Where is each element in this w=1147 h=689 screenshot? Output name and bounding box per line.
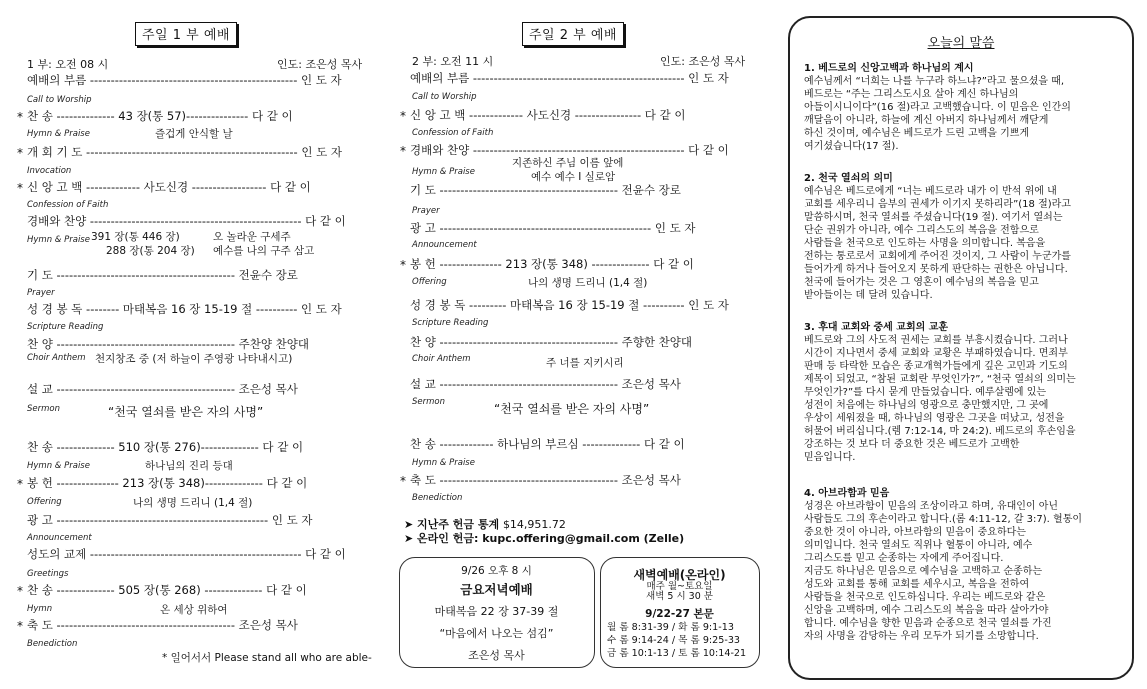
order-item: 신 앙 고 백 ------------- 사도신경 ------------------ 다 같 이 [27,180,311,194]
friday-preacher: 조은성 목사 [468,649,525,662]
order-item-english: Benediction [412,493,463,503]
word-paragraph-line: 성경은 아브라함이 믿음의 조상이라고 하며, 유대인이 아닌 [804,501,1059,512]
order-item-note: “천국 열쇠를 받은 자의 사명” [494,402,650,416]
word-paragraph-line: 교회를 세우리니 음부의 권세가 이기지 못하리라”(18 절)라고 [804,199,1071,210]
dawn-line-3: 금 롬 10:1-13 / 토 롬 10:14-21 [607,648,747,659]
word-paragraph-line: 신앙을 고백하며, 예수 그리스도의 복음을 따라 살아가야 [804,605,1049,616]
col1-footnote: * 일어서서 Please stand all who are able- [162,652,372,664]
order-item: 봉 헌 --------------- 213 장(통 348)-------------- 다 같 이 [27,476,308,490]
order-item: 찬 송 -------------- 505 장(통 268) -------------- 다 같 이 [27,583,307,597]
order-item: 경배와 찬양 --------------------------------------------------- 다 같 이 [410,143,729,157]
word-paragraph-line: 지금도 하나님은 믿음으로 예수님을 고백하고 순종하는 [804,566,1043,577]
order-item: 광 고 --------------------------------------------------- 인 도 자 [410,221,696,235]
word-paragraph-line: 단순 권위가 아니라, 예수 그리스도의 복음을 전함으로 [804,225,1039,236]
col2-time: 2 부: 오전 11 시 [412,55,494,68]
col1-title-box [135,22,237,46]
friday-sermon: “마음에서 나오는 섬김” [439,627,554,640]
order-item: 봉 헌 --------------- 213 장(통 348) -------------- 다 같 이 [410,257,694,271]
required-stand-marker: * [17,181,23,195]
word-paragraph-line: 강조하는 것 보다 더 중요한 것은 베드로가 고백한 [804,439,1020,450]
col1-time: 1 부: 오전 08 시 [27,58,109,71]
order-item-note: 즐겁게 안식할 날 [155,128,233,140]
col1-title: 주일 1 부 예배 [135,22,237,46]
offering-stat-amount: $14,951.72 [502,518,566,531]
word-paragraph-line: 베드로와 그의 사도적 권세는 교회를 부흥시켰습니다. 그러나 [804,335,1068,346]
order-item: 신 앙 고 백 ------------- 사도신경 ---------------- 다 같 이 [410,108,686,122]
todays-word-panel [788,16,1134,680]
word-paragraph-line: 허물어 버리십니다.(렘 7:12-14, 마 24:2). 베드로의 후손임을 [804,426,1076,437]
order-item-english: Greetings [27,569,69,579]
online-offering: ➤ 온라인 헌금: kupc.offering@gmail.com (Zelle) [404,532,685,545]
order-item: 찬 송 -------------- 43 장(통 57)--------------- 다 같 이 [27,109,293,123]
required-stand-marker: * [400,144,406,158]
offering-stat [404,518,566,531]
word-paragraph-line: 믿음입니다. [804,452,856,463]
friday-time: 9/26 오후 8 시 [461,565,532,577]
offering-stat-label: ➤ 지난주 헌금 통계 [404,518,500,531]
order-item-note: 천지창조 중 (저 하늘이 주영광 나타내시고) [95,353,293,365]
order-item: 광 고 --------------------------------------------------- 인 도 자 [27,513,313,527]
order-item: 설 교 ------------------------------------------- 조은성 목사 [27,382,298,396]
order-item-note: 주 너를 지키시리 [546,357,624,369]
required-stand-marker: * [17,146,23,160]
word-section-heading: 1. 베드로의 신앙고백과 하나님의 계시 [804,63,974,74]
order-item-english: Sermon [27,404,60,414]
order-item-english: Invocation [27,166,72,176]
word-paragraph-line: 예수님은 베드로에게 “너는 베드로라 내가 이 반석 위에 내 [804,186,1057,197]
word-paragraph-line: 우상이 세워졌을 때, 하나님의 영광은 그곳을 떠났고, 성전을 [804,413,1065,424]
order-item: 경배와 찬양 --------------------------------------------------- 다 같 이 [27,214,346,228]
word-paragraph-line: 무엇인가?”를 다시 묻게 만들었습니다. 예루살렘에 있는 [804,387,1047,398]
order-item: 찬 송 -------------- 510 장(통 276)-------------- 다 같 이 [27,440,304,454]
order-item-note: 온 세상 위하여 [160,604,228,616]
word-paragraph-line: 예수님께서 “너희는 나를 누구라 하느냐?”라고 물으셨을 때, [804,76,1065,87]
order-item-english: Scripture Reading [27,322,104,332]
order-item-english: Confession of Faith [27,200,109,210]
word-paragraph-line: 자의 사명을 감당하는 우리 모두가 되기를 소망합니다. [804,631,1039,642]
col1-praise-1: 391 장(통 446 장) [91,231,180,243]
order-item-english: Call to Worship [412,92,477,102]
word-paragraph-line: 받아들이는 데 달려 있습니다. [804,290,933,301]
order-item: 예배의 부름 --------------------------------------------------- 인 도 자 [410,71,729,85]
order-item-english: Hymn & Praise [412,167,475,177]
order-item-english: Offering [27,497,62,507]
order-item-english: Benediction [27,639,78,649]
dawn-line-1: 월 롬 8:31-39 / 화 롬 9:1-13 [607,622,734,633]
order-item: 성 경 봉 독 -------- 마태복음 16 장 15-19 절 ---------- 인 도 자 [27,302,342,316]
friday-scripture: 마태복음 22 장 37-39 절 [434,605,559,618]
word-paragraph-line: 시간이 지나면서 중세 교회와 교황은 부패하였습니다. 면죄부 [804,348,1068,359]
dawn-days: 매주 월~토요일 [646,581,713,592]
order-item: 기 도 ------------------------------------------- 전윤수 장로 [410,183,681,197]
order-item-english: Hymn & Praise [27,235,90,245]
word-paragraph-line: 사람들을 천국으로 인도하는 사명을 의미합니다. 복음을 [804,238,1046,249]
col2-praise-1: 지존하신 주님 이름 앞에 [512,157,624,169]
word-paragraph-line: 의미입니다. 천국 열쇠도 직위나 혈통이 아니라, 예수 [804,540,1033,551]
word-section-heading: 3. 후대 교회와 중세 교회의 교훈 [804,322,949,333]
col1-leader: 인도: 조은성 목사 [277,58,363,71]
order-item-note: 나의 생명 드리니 (1,4 절) [528,277,648,289]
word-paragraph-line: 천국에 들어가는 것은 그 영혼이 예수님의 복음을 믿고 [804,277,1039,288]
friday-title: 금요저녁예배 [460,582,533,597]
col2-title: 주일 2 부 예배 [522,22,624,46]
col2-leader: 인도: 조은성 목사 [660,55,746,68]
order-item-english: Call to Worship [27,95,92,105]
order-item-english: Hymn & Praise [27,461,90,471]
order-item-note: “천국 열쇠를 받은 자의 사명” [108,405,264,419]
order-item-note: 하나님의 진리 등대 [145,460,233,472]
order-item: 찬 양 ------------------------------------------- 주찬양 찬양대 [27,337,309,351]
word-paragraph-line: 판매 등 타락한 모습은 종교개혁가들에게 깊은 고민과 기도의 [804,361,1068,372]
order-item: 성도의 교제 --------------------------------------------------- 다 같 이 [27,547,346,561]
col2-praise-2: 예수 예수 I 실로암 [531,171,616,183]
order-item: 축 도 ------------------------------------------- 조은성 목사 [27,618,298,632]
word-section-heading: 4. 아브라함과 믿음 [804,488,890,499]
order-item-english: Scripture Reading [412,318,489,328]
col1-praise-1-title: 오 놀라운 구세주 [213,231,291,243]
order-item-english: Confession of Faith [412,128,494,138]
order-item-english: Hymn [27,604,53,614]
dawn-service-box [600,557,760,668]
word-paragraph-line: 성도와 교회를 통해 교회를 세우시고, 복음을 전하여 [804,579,1030,590]
required-stand-marker: * [17,619,23,633]
required-stand-marker: * [400,109,406,123]
word-paragraph-line: 중요한 것이 아니라, 아브라함의 믿음이 중요하다는 [804,527,1026,538]
order-item-english: Choir Anthem [27,353,86,363]
order-item: 찬 양 ------------------------------------------- 주향한 찬양대 [410,335,692,349]
order-item-english: Announcement [27,533,92,543]
word-paragraph-line: 합니다. 예수님을 향한 믿음과 순종으로 천국 열쇠를 가진 [804,618,1052,629]
order-item-english: Sermon [412,397,445,407]
word-paragraph-line: 아들이시니이다”(16 절)라고 고백했습니다. 이 믿음은 인간의 [804,102,1071,113]
word-paragraph-line: 말씀하시며, 천국 열쇠를 주셨습니다(19 절). 여기서 열쇠는 [804,212,1063,223]
required-stand-marker: * [17,110,23,124]
required-stand-marker: * [17,477,23,491]
required-stand-marker: * [17,584,23,598]
word-paragraph-line: 깨달음이 아니라, 하늘에 계신 아버지 하나님께서 깨닫게 [804,115,1049,126]
word-paragraph-line: 사람들도 그의 후손이라고 합니다.(롬 4:11-12, 갈 3:7). 혈통이 [804,514,1083,525]
order-item: 축 도 ------------------------------------------- 조은성 목사 [410,473,681,487]
col1-praise-2-title: 예수를 나의 구주 삼고 [213,245,315,257]
word-title: 오늘의 말씀 [927,36,995,51]
col1-praise-2: 288 장(통 204 장) [106,245,195,257]
word-paragraph-line: 그리스도를 믿고 순종하는 자에게 주어집니다. [804,553,1004,564]
word-paragraph-line: 사람들을 천국으로 인도하십니다. 우리는 베드로와 같은 [804,592,1046,603]
required-stand-marker: * [400,258,406,272]
order-item-english: Announcement [412,240,477,250]
order-item-english: Prayer [412,206,440,216]
order-item-english: Prayer [27,288,55,298]
order-item: 설 교 ------------------------------------------- 조은성 목사 [410,377,681,391]
word-paragraph-line: 하신 것이며, 예수님은 베드로가 드린 고백을 기쁘게 [804,128,1030,139]
dawn-title: 새벽예배(온라인) [633,568,726,582]
order-item: 성 경 봉 독 --------- 마태복음 16 장 15-19 절 ---------- 인 도 자 [410,298,729,312]
dawn-week: 9/22-27 본문 [645,608,714,620]
order-item: 예배의 부름 -------------------------------------------------- 인 도 자 [27,73,342,87]
col2-title-box [522,22,624,46]
order-item: 기 도 ------------------------------------------- 전윤수 장로 [27,268,298,282]
word-paragraph-line: 들어가게 하거나 들어오지 못하게 판단하는 권한은 아닙니다. [804,264,1068,275]
word-paragraph-line: 베드로는 “주는 그리스도시요 살아 계신 하나님의 [804,89,1019,100]
word-paragraph-line: 여기셨습니다(17 절). [804,141,899,152]
word-section-heading: 2. 천국 열쇠의 의미 [804,173,893,184]
order-item-note: 나의 생명 드리니 (1,4 절) [133,497,253,509]
order-item-english: Hymn & Praise [27,129,90,139]
order-item-english: Hymn & Praise [412,458,475,468]
order-item: 개 회 기 도 --------------------------------------------------- 인 도 자 [27,145,342,159]
order-item-english: Choir Anthem [412,354,471,364]
dawn-time: 새벽 5 시 30 분 [646,591,713,602]
order-item: 찬 송 ------------- 하나님의 부르심 -------------- 다 같 이 [410,437,685,451]
dawn-line-2: 수 롬 9:14-24 / 목 롬 9:25-33 [607,635,741,646]
required-stand-marker: * [400,474,406,488]
word-paragraph-line: 전하는 통로로서 교회에게 주어진 것이지, 그 사람이 누군가를 [804,251,1071,262]
order-item-english: Offering [412,277,447,287]
friday-service-box [399,557,595,668]
word-paragraph-line: 제목이 되었고, “참된 교회란 무엇인가?”, “천국 열쇠의 의미는 [804,374,1076,385]
word-paragraph-line: 성전이 처음에는 하나님의 영광으로 충만했지만, 그 곳에 [804,400,1049,411]
